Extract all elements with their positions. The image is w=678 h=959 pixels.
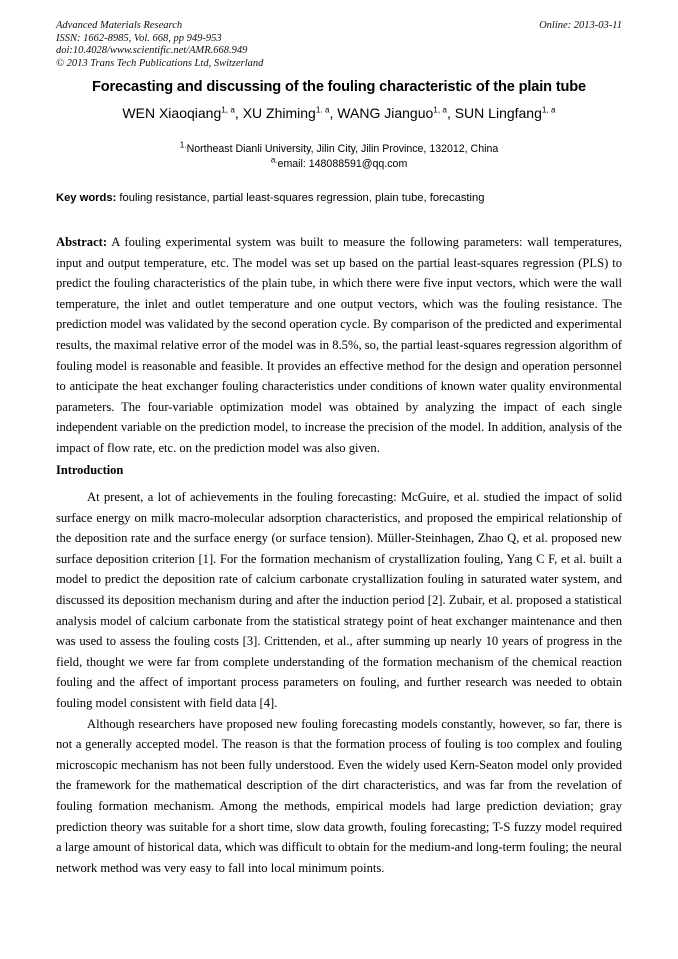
page-title: Forecasting and discussing of the fouling characteristic of the plain tube (91, 79, 587, 95)
author-affiliation-marker: 1, a (541, 105, 556, 115)
author-affiliation-marker: 1, a (433, 105, 447, 115)
paragraph: Although researchers have proposed new fouling forecasting models constantly, however, so far, there is not a generally accepted model. The reason is that the formation process of fouling is too complex and fouling microscopic mechanism has not been fully understood. Even the widely used Kern-Seaton model only provided the framework for the mathematical description of the dirt characteristics, and was far from the revelation of fouling formation mechanism. Among the methods, empirical models had large prediction deviation; gray prediction theory was suitable for a short time, slow data growth, fouling forecasting; T-S fuzzy model required a large amount of historical data, which was difficult to obtain for the medium-and long-term fouling; the neural network method was very easy to fall into local minimum points. (56, 716, 622, 875)
author-name: XU Zhiming (242, 105, 316, 121)
email-text: email: 148088591@qq.com (277, 158, 408, 170)
author-separator: , (329, 105, 338, 121)
abstract-block (56, 232, 622, 459)
author-separator: , (446, 105, 455, 121)
affiliation-marker: 1. (179, 140, 187, 150)
email-line (40, 157, 638, 172)
journal-name: Advanced Materials Research (56, 20, 183, 31)
keywords-text: fouling resistance, partial least-squares regression, plain tube, forecasting (116, 192, 485, 204)
abstract-text: A fouling experimental system was built to measure the following parameters: wall temperatures, input and output temperature, etc. The model was set up based on the partial least-squares regression (PLS) to predict the fouling characteristics of the plain tube, in which there were five input vectors, which were the wall temperature, the inlet and outlet temperature and one output vectors, which was the fouling resistance. The prediction model was validated by the second operation cycle. By comparison of the predicted and experimental results, the maximal relative error of the model was in 8.5%, so, the partial least-squares regression algorithm of fouling model is reasonable and feasible. It provides an effective method for the design and operation personnel to anticipate the heat exchanger fouling characteristics under conditions of known water quality environmental parameters. The four-variable optimization model was obtained by analyzing the impact of each single independent variable on the prediction model, to increase the precision of the model. In addition, analysis of the impact of flow rate, etc. on the prediction model was also given. (56, 235, 622, 455)
introduction-body (56, 487, 622, 878)
journal-doi: doi:10.4028/www.scientific.net/AMR.668.949 (56, 45, 248, 57)
affiliation-line (40, 142, 638, 157)
email-marker: a. (270, 155, 278, 165)
section-heading-introduction: Introduction (56, 463, 124, 477)
online-date: Online: 2013-03-11 (539, 20, 622, 31)
author-separator: , (234, 105, 243, 121)
keywords-line (56, 191, 622, 206)
masthead-journal-row (56, 20, 622, 33)
author-name: WEN Xiaoqiang (122, 105, 222, 121)
keywords-label: Key words: (56, 192, 117, 204)
journal-copyright: © 2013 Trans Tech Publications Ltd, Switzerland (56, 57, 264, 69)
author-affiliation-marker: 1, a (221, 105, 235, 115)
journal-issn: ISSN: 1662-8985, Vol. 668, pp 949-953 (56, 32, 222, 44)
paragraph: At present, a lot of achievements in the fouling forecasting: McGuire, et al. studied the impact of solid surface energy on milk macro-molecular adsorption characteristics, and proposed the empirical relationship of the deposition rate and the surface energy (or surface tension). Müller-Steinhagen, Zhao Q, et al. proposed new surface deposition criterion [1]. For the formation mechanism of crystallization fouling, Yang C F, et al. built a model to predict the deposition rate of calcium carbonate crystallization fouling in saturated water system, and discussed its deposition mechanism during and after the induction period [2]. Zubair, et al. proposed a statistical analysis model of calcium carbonate from the statistical strategy point of heat exchanger maintenance and then was used to assess the fouling costs [3]. Crittenden, et al., after summing up nearly 10 years of progress in the field, thought we were far from complete understanding of the formation mechanism of the chemical reaction fouling and the affect of important process parameters on fouling, and further research was needed to obtain fouling model consistent with field data [4]. (56, 490, 622, 710)
journal-masthead (56, 20, 622, 70)
abstract-label: Abstract: (56, 235, 108, 249)
affiliation-text: Northeast Dianli University, Jilin City, Jilin Province, 132012, China (186, 143, 499, 155)
author-list (40, 104, 638, 123)
author-name: WANG Jianguo (337, 105, 434, 121)
author-affiliation-marker: 1. a (315, 105, 330, 115)
author-name: SUN Lingfang (454, 105, 542, 121)
